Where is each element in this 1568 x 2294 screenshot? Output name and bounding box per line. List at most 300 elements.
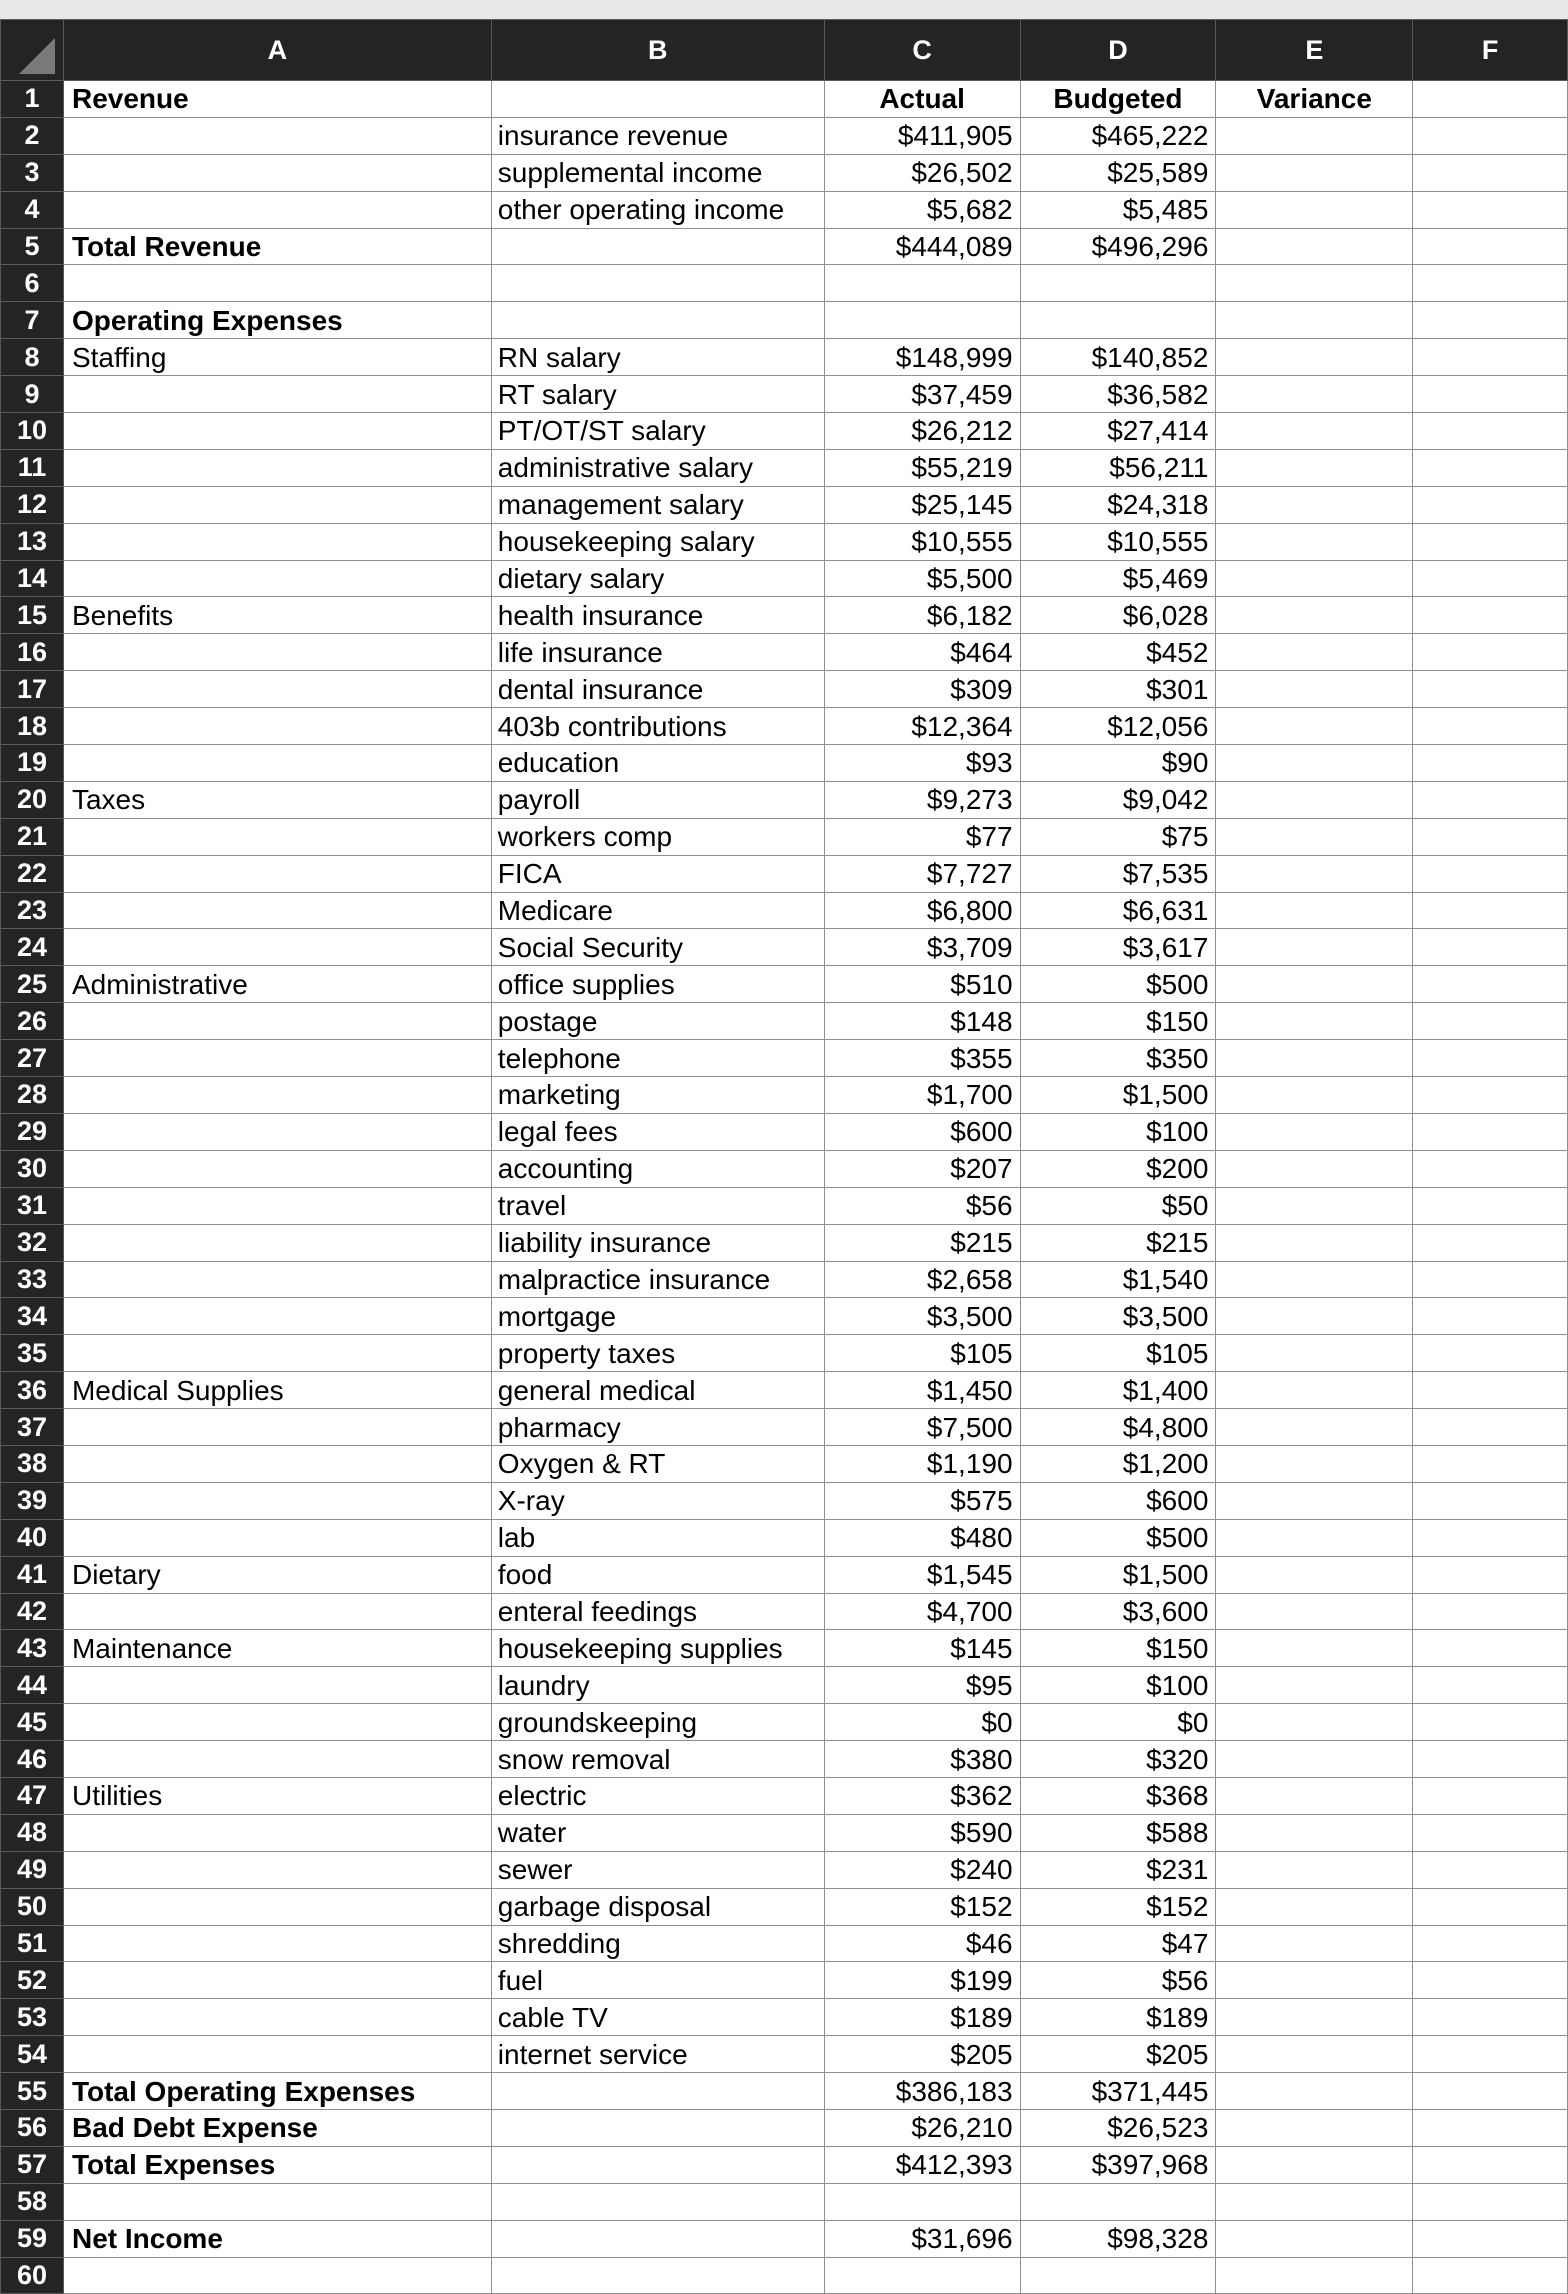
cell-c[interactable]: $464	[824, 634, 1020, 671]
cell-b[interactable]	[491, 2073, 824, 2110]
cell-c[interactable]: $309	[824, 671, 1020, 708]
cell-d[interactable]: $98,328	[1020, 2220, 1216, 2257]
cell-f[interactable]	[1413, 1593, 1568, 1630]
cell-a[interactable]: Taxes	[63, 781, 491, 818]
cell-c[interactable]: $3,500	[824, 1298, 1020, 1335]
cell-b[interactable]: groundskeeping	[491, 1704, 824, 1741]
row-header[interactable]: 51	[1, 1925, 64, 1962]
cell-d[interactable]: $5,485	[1020, 191, 1216, 228]
cell-d[interactable]: $588	[1020, 1814, 1216, 1851]
cell-a[interactable]: Staffing	[63, 339, 491, 376]
cell-a[interactable]	[63, 1298, 491, 1335]
row-header[interactable]: 15	[1, 597, 64, 634]
cell-e[interactable]	[1216, 1593, 1413, 1630]
cell-e[interactable]	[1216, 1409, 1413, 1446]
cell-b[interactable]: garbage disposal	[491, 1888, 824, 1925]
cell-e[interactable]	[1216, 1482, 1413, 1519]
cell-e[interactable]	[1216, 2073, 1413, 2110]
cell-a[interactable]: Bad Debt Expense	[63, 2109, 491, 2146]
cell-f[interactable]	[1413, 2036, 1568, 2073]
cell-a[interactable]: Dietary	[63, 1556, 491, 1593]
cell-e[interactable]: Variance	[1216, 81, 1413, 118]
cell-f[interactable]	[1413, 302, 1568, 339]
cell-d[interactable]: $6,028	[1020, 597, 1216, 634]
cell-c[interactable]: $444,089	[824, 228, 1020, 265]
row-header[interactable]: 1	[1, 81, 64, 118]
cell-e[interactable]	[1216, 1556, 1413, 1593]
cell-c[interactable]: $46	[824, 1925, 1020, 1962]
row-header[interactable]: 54	[1, 2036, 64, 2073]
cell-d[interactable]: $50	[1020, 1187, 1216, 1224]
cell-b[interactable]: legal fees	[491, 1113, 824, 1150]
cell-a[interactable]: Administrative	[63, 966, 491, 1003]
cell-b[interactable]: lab	[491, 1519, 824, 1556]
row-header[interactable]: 4	[1, 191, 64, 228]
cell-e[interactable]	[1216, 449, 1413, 486]
cell-a[interactable]	[63, 1704, 491, 1741]
cell-d[interactable]: $1,540	[1020, 1261, 1216, 1298]
cell-e[interactable]	[1216, 265, 1413, 302]
cell-a[interactable]	[63, 1261, 491, 1298]
cell-a[interactable]	[63, 265, 491, 302]
cell-c[interactable]: $411,905	[824, 117, 1020, 154]
row-header[interactable]: 58	[1, 2183, 64, 2220]
cell-b[interactable]: property taxes	[491, 1335, 824, 1372]
cell-e[interactable]	[1216, 1261, 1413, 1298]
cell-c[interactable]: $4,700	[824, 1593, 1020, 1630]
cell-f[interactable]	[1413, 376, 1568, 413]
cell-b[interactable]: FICA	[491, 855, 824, 892]
cell-d[interactable]: $140,852	[1020, 339, 1216, 376]
row-header[interactable]: 17	[1, 671, 64, 708]
cell-e[interactable]	[1216, 1445, 1413, 1482]
row-header[interactable]: 16	[1, 634, 64, 671]
cell-c[interactable]: $5,682	[824, 191, 1020, 228]
cell-d[interactable]: $47	[1020, 1925, 1216, 1962]
cell-f[interactable]	[1413, 1003, 1568, 1040]
cell-a[interactable]	[63, 634, 491, 671]
cell-c[interactable]: $26,502	[824, 154, 1020, 191]
cell-e[interactable]	[1216, 929, 1413, 966]
row-header[interactable]: 57	[1, 2146, 64, 2183]
row-header[interactable]: 30	[1, 1150, 64, 1187]
cell-a[interactable]	[63, 671, 491, 708]
cell-c[interactable]: $205	[824, 2036, 1020, 2073]
cell-b[interactable]: health insurance	[491, 597, 824, 634]
cell-b[interactable]: other operating income	[491, 191, 824, 228]
cell-a[interactable]	[63, 1003, 491, 1040]
cell-f[interactable]	[1413, 449, 1568, 486]
cell-c[interactable]: $600	[824, 1113, 1020, 1150]
cell-e[interactable]	[1216, 1741, 1413, 1778]
cell-f[interactable]	[1413, 191, 1568, 228]
row-header[interactable]: 14	[1, 560, 64, 597]
cell-c[interactable]: $77	[824, 818, 1020, 855]
cell-b[interactable]: life insurance	[491, 634, 824, 671]
column-header-a[interactable]: A	[63, 20, 491, 81]
cell-b[interactable]: general medical	[491, 1372, 824, 1409]
cell-a[interactable]	[63, 1077, 491, 1114]
cell-f[interactable]	[1413, 1999, 1568, 2036]
cell-f[interactable]	[1413, 1187, 1568, 1224]
cell-a[interactable]	[63, 2183, 491, 2220]
row-header[interactable]: 36	[1, 1372, 64, 1409]
row-header[interactable]: 59	[1, 2220, 64, 2257]
cell-f[interactable]	[1413, 745, 1568, 782]
cell-a[interactable]	[63, 1593, 491, 1630]
cell-c[interactable]: $240	[824, 1851, 1020, 1888]
cell-d[interactable]: $500	[1020, 966, 1216, 1003]
cell-e[interactable]	[1216, 708, 1413, 745]
cell-e[interactable]	[1216, 2109, 1413, 2146]
cell-b[interactable]: liability insurance	[491, 1224, 824, 1261]
cell-e[interactable]	[1216, 154, 1413, 191]
cell-d[interactable]: $1,500	[1020, 1556, 1216, 1593]
cell-e[interactable]	[1216, 745, 1413, 782]
cell-e[interactable]	[1216, 2146, 1413, 2183]
row-header[interactable]: 42	[1, 1593, 64, 1630]
cell-c[interactable]: $362	[824, 1777, 1020, 1814]
cell-e[interactable]	[1216, 1187, 1413, 1224]
cell-d[interactable]: $7,535	[1020, 855, 1216, 892]
row-header[interactable]: 3	[1, 154, 64, 191]
cell-c[interactable]	[824, 265, 1020, 302]
cell-e[interactable]	[1216, 486, 1413, 523]
cell-d[interactable]	[1020, 2257, 1216, 2294]
cell-f[interactable]	[1413, 1261, 1568, 1298]
cell-d[interactable]: $320	[1020, 1741, 1216, 1778]
row-header[interactable]: 9	[1, 376, 64, 413]
cell-a[interactable]	[63, 745, 491, 782]
cell-d[interactable]: $9,042	[1020, 781, 1216, 818]
row-header[interactable]: 12	[1, 486, 64, 523]
cell-d[interactable]: $465,222	[1020, 117, 1216, 154]
cell-c[interactable]: $56	[824, 1187, 1020, 1224]
cell-e[interactable]	[1216, 376, 1413, 413]
cell-c[interactable]: $0	[824, 1704, 1020, 1741]
cell-c[interactable]: $26,212	[824, 413, 1020, 450]
cell-c[interactable]: $6,800	[824, 892, 1020, 929]
cell-a[interactable]	[63, 486, 491, 523]
row-header[interactable]: 46	[1, 1741, 64, 1778]
cell-a[interactable]: Total Expenses	[63, 2146, 491, 2183]
cell-e[interactable]	[1216, 892, 1413, 929]
row-header[interactable]: 32	[1, 1224, 64, 1261]
cell-f[interactable]	[1413, 855, 1568, 892]
cell-a[interactable]: Operating Expenses	[63, 302, 491, 339]
cell-e[interactable]	[1216, 1113, 1413, 1150]
cell-a[interactable]	[63, 1667, 491, 1704]
cell-e[interactable]	[1216, 1519, 1413, 1556]
cell-c[interactable]: $199	[824, 1962, 1020, 1999]
cell-f[interactable]	[1413, 781, 1568, 818]
cell-f[interactable]	[1413, 228, 1568, 265]
cell-c[interactable]: $9,273	[824, 781, 1020, 818]
cell-b[interactable]: insurance revenue	[491, 117, 824, 154]
cell-c[interactable]: $152	[824, 1888, 1020, 1925]
cell-a[interactable]	[63, 2257, 491, 2294]
cell-d[interactable]: $6,631	[1020, 892, 1216, 929]
cell-c[interactable]: $25,145	[824, 486, 1020, 523]
cell-a[interactable]: Utilities	[63, 1777, 491, 1814]
row-header[interactable]: 10	[1, 413, 64, 450]
cell-d[interactable]: $496,296	[1020, 228, 1216, 265]
cell-a[interactable]	[63, 1814, 491, 1851]
cell-a[interactable]	[63, 1409, 491, 1446]
cell-e[interactable]	[1216, 1888, 1413, 1925]
cell-f[interactable]	[1413, 1372, 1568, 1409]
cell-d[interactable]: $1,400	[1020, 1372, 1216, 1409]
cell-d[interactable]: $0	[1020, 1704, 1216, 1741]
cell-e[interactable]	[1216, 1150, 1413, 1187]
cell-e[interactable]	[1216, 1372, 1413, 1409]
cell-f[interactable]	[1413, 1113, 1568, 1150]
row-header[interactable]: 27	[1, 1040, 64, 1077]
cell-b[interactable]: X-ray	[491, 1482, 824, 1519]
cell-f[interactable]	[1413, 523, 1568, 560]
cell-a[interactable]	[63, 929, 491, 966]
row-header[interactable]: 52	[1, 1962, 64, 1999]
cell-d[interactable]: $26,523	[1020, 2109, 1216, 2146]
row-header[interactable]: 29	[1, 1113, 64, 1150]
cell-f[interactable]	[1413, 1888, 1568, 1925]
row-header[interactable]: 7	[1, 302, 64, 339]
cell-b[interactable]: housekeeping supplies	[491, 1630, 824, 1667]
cell-f[interactable]	[1413, 671, 1568, 708]
cell-d[interactable]: $215	[1020, 1224, 1216, 1261]
cell-e[interactable]	[1216, 2257, 1413, 2294]
cell-f[interactable]	[1413, 2073, 1568, 2110]
cell-b[interactable]: dental insurance	[491, 671, 824, 708]
row-header[interactable]: 35	[1, 1335, 64, 1372]
cell-a[interactable]	[63, 449, 491, 486]
cell-e[interactable]	[1216, 818, 1413, 855]
row-header[interactable]: 40	[1, 1519, 64, 1556]
cell-c[interactable]: $3,709	[824, 929, 1020, 966]
cell-a[interactable]	[63, 1445, 491, 1482]
cell-c[interactable]: $95	[824, 1667, 1020, 1704]
cell-d[interactable]: $36,582	[1020, 376, 1216, 413]
cell-f[interactable]	[1413, 1409, 1568, 1446]
cell-b[interactable]: malpractice insurance	[491, 1261, 824, 1298]
row-header[interactable]: 6	[1, 265, 64, 302]
row-header[interactable]: 49	[1, 1851, 64, 1888]
cell-e[interactable]	[1216, 1224, 1413, 1261]
cell-e[interactable]	[1216, 855, 1413, 892]
cell-f[interactable]	[1413, 1556, 1568, 1593]
cell-c[interactable]: $145	[824, 1630, 1020, 1667]
row-header[interactable]: 34	[1, 1298, 64, 1335]
cell-f[interactable]	[1413, 560, 1568, 597]
cell-b[interactable]: food	[491, 1556, 824, 1593]
cell-f[interactable]	[1413, 818, 1568, 855]
cell-e[interactable]	[1216, 339, 1413, 376]
cell-b[interactable]: dietary salary	[491, 560, 824, 597]
cell-d[interactable]: $27,414	[1020, 413, 1216, 450]
cell-e[interactable]	[1216, 2036, 1413, 2073]
row-header[interactable]: 43	[1, 1630, 64, 1667]
cell-d[interactable]: $75	[1020, 818, 1216, 855]
cell-a[interactable]	[63, 1335, 491, 1372]
cell-f[interactable]	[1413, 2220, 1568, 2257]
cell-a[interactable]	[63, 1925, 491, 1962]
cell-c[interactable]: $7,500	[824, 1409, 1020, 1446]
cell-f[interactable]	[1413, 1814, 1568, 1851]
cell-b[interactable]: cable TV	[491, 1999, 824, 2036]
cell-c[interactable]: $31,696	[824, 2220, 1020, 2257]
cell-d[interactable]: $152	[1020, 1888, 1216, 1925]
cell-b[interactable]: telephone	[491, 1040, 824, 1077]
cell-a[interactable]	[63, 1187, 491, 1224]
row-header[interactable]: 8	[1, 339, 64, 376]
row-header[interactable]: 23	[1, 892, 64, 929]
cell-d[interactable]: $5,469	[1020, 560, 1216, 597]
cell-c[interactable]: $386,183	[824, 2073, 1020, 2110]
cell-d[interactable]: $1,200	[1020, 1445, 1216, 1482]
cell-f[interactable]	[1413, 1925, 1568, 1962]
cell-c[interactable]: $148,999	[824, 339, 1020, 376]
cell-d[interactable]: $150	[1020, 1630, 1216, 1667]
cell-c[interactable]: $26,210	[824, 2109, 1020, 2146]
row-header[interactable]: 5	[1, 228, 64, 265]
cell-d[interactable]: $150	[1020, 1003, 1216, 1040]
cell-b[interactable]: sewer	[491, 1851, 824, 1888]
cell-e[interactable]	[1216, 302, 1413, 339]
cell-d[interactable]	[1020, 302, 1216, 339]
cell-d[interactable]: $350	[1020, 1040, 1216, 1077]
cell-e[interactable]	[1216, 671, 1413, 708]
row-header[interactable]: 26	[1, 1003, 64, 1040]
cell-c[interactable]: $575	[824, 1482, 1020, 1519]
row-header[interactable]: 28	[1, 1077, 64, 1114]
cell-f[interactable]	[1413, 81, 1568, 118]
column-header-b[interactable]: B	[491, 20, 824, 81]
cell-e[interactable]	[1216, 1667, 1413, 1704]
cell-d[interactable]: $200	[1020, 1150, 1216, 1187]
cell-b[interactable]: administrative salary	[491, 449, 824, 486]
cell-f[interactable]	[1413, 1482, 1568, 1519]
cell-d[interactable]: $100	[1020, 1667, 1216, 1704]
row-header[interactable]: 39	[1, 1482, 64, 1519]
cell-e[interactable]	[1216, 1777, 1413, 1814]
cell-a[interactable]	[63, 1999, 491, 2036]
cell-e[interactable]	[1216, 1704, 1413, 1741]
cell-e[interactable]	[1216, 1814, 1413, 1851]
cell-d[interactable]: $301	[1020, 671, 1216, 708]
column-header-f[interactable]: F	[1413, 20, 1568, 81]
cell-b[interactable]	[491, 302, 824, 339]
cell-d[interactable]: $12,056	[1020, 708, 1216, 745]
cell-a[interactable]: Benefits	[63, 597, 491, 634]
cell-f[interactable]	[1413, 117, 1568, 154]
cell-f[interactable]	[1413, 597, 1568, 634]
cell-c[interactable]: $37,459	[824, 376, 1020, 413]
cell-f[interactable]	[1413, 1040, 1568, 1077]
cell-f[interactable]	[1413, 2183, 1568, 2220]
cell-a[interactable]	[63, 2036, 491, 2073]
cell-a[interactable]	[63, 154, 491, 191]
cell-d[interactable]: Budgeted	[1020, 81, 1216, 118]
cell-b[interactable]	[491, 2257, 824, 2294]
cell-c[interactable]: $105	[824, 1335, 1020, 1372]
cell-b[interactable]: RT salary	[491, 376, 824, 413]
row-header[interactable]: 25	[1, 966, 64, 1003]
cell-f[interactable]	[1413, 2257, 1568, 2294]
cell-d[interactable]: $500	[1020, 1519, 1216, 1556]
row-header[interactable]: 31	[1, 1187, 64, 1224]
cell-a[interactable]	[63, 855, 491, 892]
row-header[interactable]: 21	[1, 818, 64, 855]
cell-e[interactable]	[1216, 1335, 1413, 1372]
cell-a[interactable]	[63, 376, 491, 413]
cell-c[interactable]: $93	[824, 745, 1020, 782]
cell-b[interactable]: enteral feedings	[491, 1593, 824, 1630]
cell-c[interactable]: $6,182	[824, 597, 1020, 634]
cell-c[interactable]: $1,545	[824, 1556, 1020, 1593]
cell-f[interactable]	[1413, 2146, 1568, 2183]
cell-f[interactable]	[1413, 929, 1568, 966]
cell-d[interactable]: $100	[1020, 1113, 1216, 1150]
cell-b[interactable]: postage	[491, 1003, 824, 1040]
cell-c[interactable]: $2,658	[824, 1261, 1020, 1298]
cell-d[interactable]: $56	[1020, 1962, 1216, 1999]
cell-d[interactable]: $90	[1020, 745, 1216, 782]
column-header-c[interactable]: C	[824, 20, 1020, 81]
cell-e[interactable]	[1216, 560, 1413, 597]
cell-a[interactable]	[63, 1040, 491, 1077]
cell-e[interactable]	[1216, 117, 1413, 154]
cell-d[interactable]: $205	[1020, 2036, 1216, 2073]
cell-c[interactable]: $1,190	[824, 1445, 1020, 1482]
row-header[interactable]: 2	[1, 117, 64, 154]
cell-c[interactable]: $1,700	[824, 1077, 1020, 1114]
cell-f[interactable]	[1413, 1519, 1568, 1556]
cell-d[interactable]: $189	[1020, 1999, 1216, 2036]
cell-b[interactable]: Social Security	[491, 929, 824, 966]
cell-c[interactable]: $590	[824, 1814, 1020, 1851]
cell-c[interactable]: $189	[824, 1999, 1020, 2036]
cell-e[interactable]	[1216, 2220, 1413, 2257]
cell-d[interactable]	[1020, 265, 1216, 302]
cell-a[interactable]	[63, 892, 491, 929]
cell-b[interactable]: accounting	[491, 1150, 824, 1187]
cell-b[interactable]: housekeeping salary	[491, 523, 824, 560]
cell-d[interactable]: $56,211	[1020, 449, 1216, 486]
cell-f[interactable]	[1413, 339, 1568, 376]
cell-f[interactable]	[1413, 154, 1568, 191]
cell-d[interactable]: $371,445	[1020, 2073, 1216, 2110]
row-header[interactable]: 50	[1, 1888, 64, 1925]
cell-b[interactable]: education	[491, 745, 824, 782]
row-header[interactable]: 48	[1, 1814, 64, 1851]
cell-f[interactable]	[1413, 1777, 1568, 1814]
row-header[interactable]: 33	[1, 1261, 64, 1298]
column-header-d[interactable]: D	[1020, 20, 1216, 81]
row-header[interactable]: 53	[1, 1999, 64, 2036]
row-header[interactable]: 56	[1, 2109, 64, 2146]
cell-e[interactable]	[1216, 966, 1413, 1003]
cell-a[interactable]: Medical Supplies	[63, 1372, 491, 1409]
cell-b[interactable]	[491, 2220, 824, 2257]
cell-d[interactable]: $3,617	[1020, 929, 1216, 966]
row-header[interactable]: 22	[1, 855, 64, 892]
cell-e[interactable]	[1216, 1077, 1413, 1114]
cell-d[interactable]: $231	[1020, 1851, 1216, 1888]
cell-a[interactable]	[63, 413, 491, 450]
row-header[interactable]: 60	[1, 2257, 64, 2294]
cell-e[interactable]	[1216, 1040, 1413, 1077]
cell-a[interactable]	[63, 1851, 491, 1888]
